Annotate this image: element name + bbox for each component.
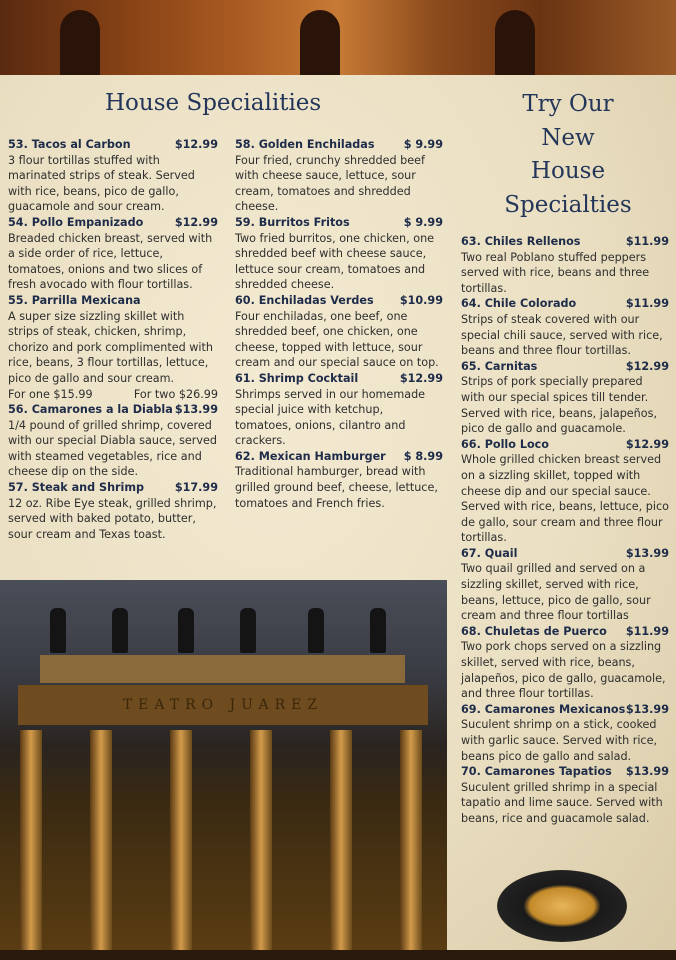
menu-item-header bbox=[8, 137, 218, 153]
menu-item-header bbox=[461, 359, 669, 375]
balustrade bbox=[40, 655, 405, 683]
menu-item-title: 58. Golden Enchiladas bbox=[235, 138, 375, 151]
menu-item-header bbox=[8, 293, 218, 309]
menu-item-description: Strips of pork specially prepared with our special spices till tender. Served with rice, beans, jalapeños, pico de gallo and guacamole. bbox=[461, 375, 657, 436]
menu-item bbox=[235, 137, 443, 215]
menu-item-price: $13.99 bbox=[625, 546, 669, 560]
sombrero-image bbox=[497, 870, 627, 942]
menu-item-price: $13.99 bbox=[174, 403, 218, 417]
menu-item bbox=[461, 437, 669, 546]
arch-shape bbox=[495, 10, 535, 75]
menu-item-title: 53. Tacos al Carbon bbox=[8, 138, 131, 151]
column bbox=[330, 730, 352, 950]
menu-item-header bbox=[8, 480, 218, 496]
menu-item bbox=[461, 296, 669, 358]
menu-item-price: $ 8.99 bbox=[403, 449, 443, 463]
menu-item-header bbox=[461, 234, 669, 250]
menu-item-header bbox=[8, 215, 218, 231]
menu-column-middle bbox=[235, 137, 443, 511]
menu-item bbox=[461, 624, 669, 702]
try-our-new-heading: Try Our New House Specialties bbox=[504, 91, 632, 218]
statue bbox=[50, 608, 66, 653]
menu-item-description: Four fried, crunchy shredded beef with cheese sauce, lettuce, sour cream, tomatoes and shredded cheese. bbox=[235, 153, 425, 214]
menu-item-title: 69. Camarones Mexicanos bbox=[461, 702, 626, 716]
menu-item-title: 55. Parrilla Mexicana bbox=[8, 293, 141, 307]
menu-item-price: $10.99 bbox=[399, 293, 443, 307]
menu-item-title: 63. Chiles Rellenos bbox=[461, 235, 581, 248]
menu-item-description: A super size sizzling skillet with strips of steak, chicken, shrimp, chorizo and pork complimented with rice, beans, 3 flour tortillas, lettuce, pico de gallo and sour cream. bbox=[8, 309, 213, 385]
menu-item bbox=[235, 449, 443, 511]
menu-item-header bbox=[8, 402, 218, 418]
menu-item-price: $12.99 bbox=[625, 437, 669, 451]
menu-item-description: Two fried burritos, one chicken, one shredded beef with cheese sauce, lettuce sour cream, tomatoes and shredded cheese. bbox=[235, 231, 435, 292]
menu-item-title: 59. Burritos Fritos bbox=[235, 215, 350, 229]
menu-item-price: $12.99 bbox=[174, 138, 218, 151]
menu-item-price: $11.99 bbox=[625, 624, 669, 638]
menu-item-header bbox=[235, 137, 443, 153]
house-specialities-heading: House Specialities bbox=[105, 90, 322, 116]
menu-item-description: Shrimps served in our homemade special juice with ketchup, tomatoes, onions, cilantro and crackers. bbox=[235, 387, 426, 448]
menu-item-description: Two real Poblano stuffed peppers served with rice, beans and three tortillas. bbox=[461, 250, 650, 295]
menu-item-description: 1/4 pound of grilled shrimp, covered with our special Diabla sauce, served with steamed vegetables, rice and cheese dip on the side. bbox=[8, 418, 218, 479]
menu-item-description: 12 oz. Ribe Eye steak, grilled shrimp, served with baked potato, butter, sour cream and Texas toast. bbox=[8, 496, 217, 541]
menu-item-title: 70. Camarones Tapatios bbox=[461, 765, 612, 779]
menu-item-price: $12.99 bbox=[174, 215, 218, 229]
menu-item-header bbox=[461, 624, 669, 640]
column bbox=[400, 730, 422, 950]
menu-item-header bbox=[461, 437, 669, 453]
menu-item-title: 57. Steak and Shrimp bbox=[8, 481, 145, 495]
menu-item-header bbox=[461, 702, 669, 718]
bottom-edge bbox=[0, 950, 676, 960]
menu-item-description: Four enchiladas, one beef, one shredded beef, one chicken, one cheese, topped with lettuce, sour cream and our special sauce on top. bbox=[235, 309, 439, 370]
menu-item-title: 56. Camarones a la Diabla bbox=[8, 403, 173, 417]
menu-item-description: Breaded chicken breast, served with a side order of rice, lettuce, tomatoes, onions and two slices of fresh avocado with flour tortillas. bbox=[8, 231, 213, 292]
menu-item-header bbox=[235, 371, 443, 387]
arch-shape bbox=[60, 10, 100, 75]
menu-item bbox=[8, 480, 218, 542]
menu-item-price: $12.99 bbox=[625, 359, 669, 373]
menu-item-price: $12.99 bbox=[399, 371, 443, 385]
menu-item-header bbox=[235, 215, 443, 231]
menu-item-header bbox=[235, 293, 443, 309]
statue bbox=[178, 608, 194, 653]
statue bbox=[240, 608, 256, 653]
menu-item-description: Whole grilled chicken breast served on a sizzling skillet, topped with cheese dip and our special sauce. Served with rice, beans, lettuce, pico de gallo, sour cream and three flour tortillas. bbox=[461, 453, 669, 545]
top-building-photo bbox=[0, 0, 676, 75]
menu-item-description: Two quail grilled and served on a sizzling skillet, served with rice, beans, lettuce, pico de gallo, sour cream and three flour tortillas bbox=[461, 562, 651, 623]
theater-photo bbox=[0, 580, 447, 950]
statue bbox=[370, 608, 386, 653]
menu-item-header bbox=[235, 449, 443, 465]
menu-item bbox=[461, 234, 669, 296]
menu-item-title: 60. Enchiladas Verdes bbox=[235, 293, 374, 307]
menu-item-title: 67. Quail bbox=[461, 546, 518, 560]
menu-item bbox=[461, 764, 669, 826]
price-option-one: For one $15.99 bbox=[8, 387, 93, 401]
column bbox=[170, 730, 192, 950]
column bbox=[250, 730, 272, 950]
column bbox=[90, 730, 112, 950]
menu-item-header bbox=[461, 546, 669, 562]
menu-item-price: $17.99 bbox=[174, 481, 218, 495]
menu-item bbox=[235, 293, 443, 371]
menu-item-description: Suculent shrimp on a stick, cooked with garlic sauce. Served with rice, beans pico de gallo and salad. bbox=[461, 718, 658, 763]
menu-item-description: Strips of steak covered with our special chili sauce, served with rice, beans and three flour tortillas. bbox=[461, 312, 663, 358]
menu-item-description: Traditional hamburger, bread with grilled ground beef, cheese, lettuce, tomatoes and French fries. bbox=[235, 465, 438, 510]
statue bbox=[112, 608, 128, 653]
menu-item-price: $13.99 bbox=[625, 765, 669, 779]
menu-item-title: 66. Pollo Loco bbox=[461, 437, 549, 451]
menu-item bbox=[235, 215, 443, 293]
statue bbox=[308, 608, 324, 653]
menu-item bbox=[461, 702, 669, 764]
menu-item bbox=[8, 293, 218, 402]
menu-item-title: 54. Pollo Empanizado bbox=[8, 215, 144, 229]
menu-item bbox=[8, 137, 218, 215]
menu-item-header bbox=[461, 296, 669, 312]
menu-item-price: $ 9.99 bbox=[403, 215, 443, 229]
menu-item-price: $11.99 bbox=[625, 297, 669, 311]
menu-item bbox=[8, 402, 218, 480]
price-option-two: For two $26.99 bbox=[133, 387, 218, 401]
menu-column-left bbox=[8, 137, 218, 542]
menu-item bbox=[461, 546, 669, 624]
menu-item-title: 68. Chuletas de Puerco bbox=[461, 624, 607, 638]
menu-item-title: 64. Chile Colorado bbox=[461, 297, 577, 311]
theater-sign: TEATRO JUAREZ bbox=[18, 685, 428, 725]
menu-item-title: 61. Shrimp Cocktail bbox=[235, 371, 359, 385]
menu-item-price: $13.99 bbox=[625, 702, 669, 716]
menu-item bbox=[235, 371, 443, 449]
menu-item bbox=[8, 215, 218, 293]
menu-item-title: 65. Carnitas bbox=[461, 359, 538, 373]
menu-item-description: Suculent grilled shrimp in a special tapatio and lime sauce. Served with beans, rice and guacamole salad. bbox=[461, 780, 663, 825]
column bbox=[20, 730, 42, 950]
menu-item-price: $11.99 bbox=[625, 235, 669, 248]
menu-item-price: $ 9.99 bbox=[403, 138, 443, 151]
arch-shape bbox=[300, 10, 340, 75]
menu-item-description: 3 flour tortillas stuffed with marinated strips of steak. Served with rice, beans, pico de gallo, guacamole and sour cream. bbox=[8, 153, 195, 214]
menu-item-title: 62. Mexican Hamburger bbox=[235, 449, 386, 463]
menu-column-right bbox=[461, 234, 669, 827]
menu-item bbox=[461, 359, 669, 437]
menu-item-description: Two pork chops served on a sizzling skillet, served with rice, beans, jalapeños, pico de gallo, guacamole, and three flour tortillas. bbox=[461, 640, 666, 701]
menu-item-header bbox=[461, 764, 669, 780]
menu-item-price-options bbox=[8, 387, 218, 403]
